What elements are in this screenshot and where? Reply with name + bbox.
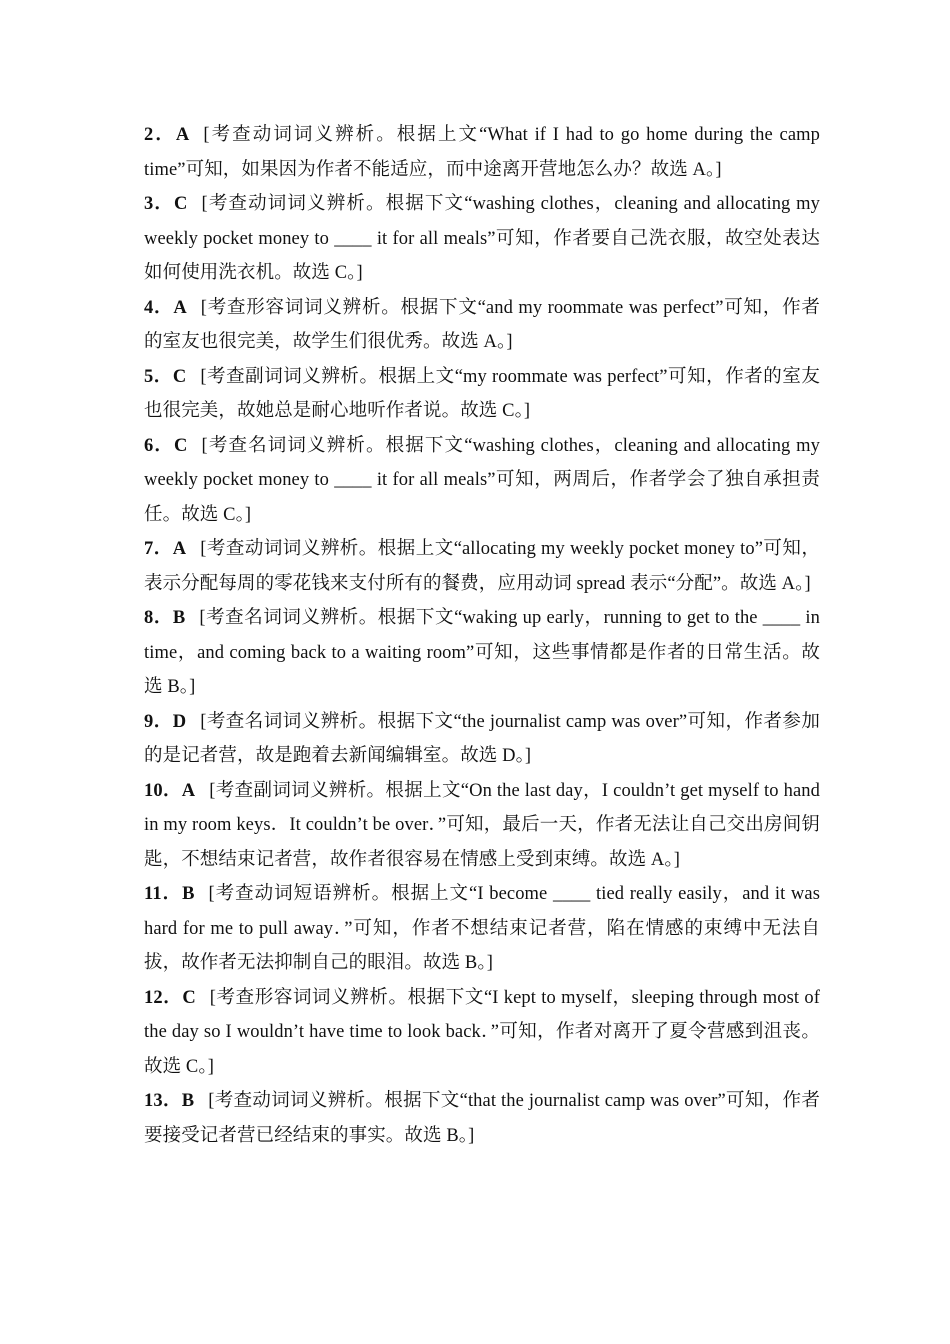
answer-item-7 — [144, 532, 820, 601]
question-number: 4． — [144, 297, 174, 318]
answer-item-13 — [144, 1084, 820, 1153]
answer-item-10 — [144, 774, 820, 878]
answer-item-11 — [144, 877, 820, 981]
question-number: 3． — [144, 194, 175, 214]
explanation-text: [考查动词短语辨析。根据上文“I become ____ tied really easily，and it was hard for me to pull away．”可知，作者不想结束记者营，陷在情感的束缚中无法自拔，故作者无法抑制自己的眼泪。故选 B。] — [144, 884, 820, 973]
answer-letter: C — [174, 194, 188, 214]
answer-letter: C — [172, 366, 187, 387]
explanation-text: [考查形容词词义辨析。根据下文“I kept to myself，sleeping through most of the day so I wouldn’t have time to look back．”可知，作者对离开了夏令营感到沮丧。故选 C。] — [144, 987, 820, 1077]
question-number: 12． — [144, 987, 183, 1008]
answer-letter: A — [173, 297, 187, 318]
explanation-text: [考查动词词义辨析。根据下文“that the journalist camp was over”可知，作者要接受记者营已经结束的事实。故选 B。] — [144, 1091, 820, 1146]
explanation-text: [考查名词词义辨析。根据下文“the journalist camp was over”可知，作者参加的是记者营，故是跑着去新闻编辑室。故选 D。] — [144, 711, 821, 766]
answer-item-5 — [144, 360, 820, 429]
explanation-text: [考查形容词词义辨析。根据下文“and my roommate was perfect”可知，作者的室友也很完美，故学生们很优秀。故选 A。] — [144, 297, 820, 352]
answer-letter: C — [182, 987, 196, 1008]
answer-letter: D — [172, 711, 187, 732]
answer-letter: C — [174, 435, 188, 456]
answer-letter: B — [181, 1091, 195, 1111]
answer-letter: A — [172, 539, 187, 559]
explanation-text: [考查副词词义辨析。根据上文“my roommate was perfect”可知，作者的室友也很完美，故她总是耐心地听作者说。故选 C。] — [144, 366, 821, 421]
explanation-text: [考查名词词义辨析。根据下文“washing clothes，cleaning and allocating my weekly pocket money to ____ it for all meals”可知，两周后，作者学会了独自承担责任。故选 C。] — [144, 435, 821, 525]
explanation-text: [考查名词词义辨析。根据下文“waking up early，running to get to the ____ in time，and coming back to a waiting room”可知，这些事情都是作者的日常生活。故选 B。] — [144, 608, 820, 697]
question-number: 13． — [144, 1091, 182, 1111]
question-number: 11． — [144, 884, 183, 904]
answer-letter: A — [181, 780, 196, 801]
explanation-text: [考查动词词义辨析。根据上文“allocating my weekly pocket money to”可知，表示分配每周的零花钱来支付所有的餐费，应用动词 spread 表示“分配”。故选 A。] — [144, 539, 820, 594]
answer-letter: A — [175, 125, 190, 145]
question-number: 10． — [144, 780, 182, 801]
explanation-text: [考查动词词义辨析。根据上文“What if I had to go home during the camp time”可知，如果因为作者不能适应，而中途离开营地怎么办？故选 A。] — [144, 125, 821, 180]
explanation-text: [考查副词词义辨析。根据上文“On the last day，I couldn’t get myself to hand in my room keys．It couldn’t be over．”可知，最后一天，作者无法让自己交出房间钥匙，不想结束记者营，故作者很容易在情感上受到束缚。故选 A。] — [144, 780, 820, 870]
question-number: 7． — [144, 539, 173, 559]
question-number: 5． — [144, 366, 173, 387]
answer-item-6 — [144, 429, 820, 533]
question-number: 8． — [144, 608, 173, 628]
answer-item-4 — [144, 291, 820, 360]
explanation-text: [考查动词词义辨析。根据下文“washing clothes，cleaning and allocating my weekly pocket money to ____ it for all meals”可知，作者要自己洗衣服，故空处表达如何使用洗衣机。故选 C。] — [144, 194, 821, 283]
answer-item-8 — [144, 601, 820, 705]
answer-item-3 — [144, 187, 820, 291]
question-number: 6． — [144, 435, 175, 456]
question-number: 9． — [144, 711, 173, 732]
answer-item-12 — [144, 981, 820, 1085]
answer-item-2 — [144, 118, 820, 187]
answer-letter: B — [172, 608, 186, 628]
question-number: 2． — [144, 125, 176, 145]
answer-explanations — [144, 118, 820, 1153]
answer-letter: B — [182, 884, 195, 904]
answer-item-9 — [144, 705, 820, 774]
